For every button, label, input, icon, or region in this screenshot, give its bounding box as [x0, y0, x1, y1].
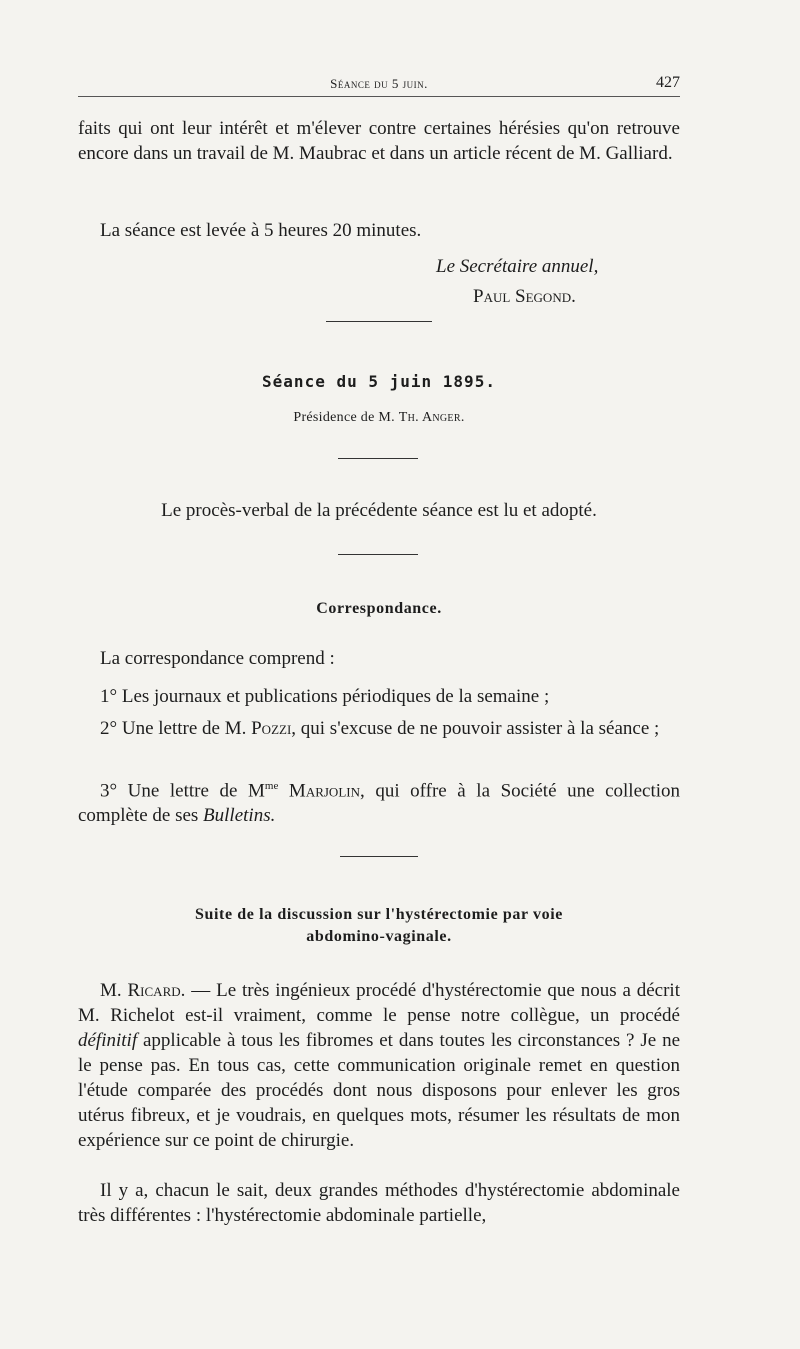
correspondence-item-2 — [78, 716, 680, 741]
discussion-paragraph-2: Il y a, chacun le sait, deux grandes méthodes d'hystérectomie abdominale très différentes : l'hystérectomie abdominale partielle, — [78, 1180, 680, 1226]
paragraph-1-b: applicable à tous les fibromes et dans toutes les circonstances ? Je ne le pense pas. En tous cas, cette communication originale remet en question l'étude comparée des procédés dont nous disposons pour enlever les gros utérus fibreux, et je voudrais, en quelques mots, résumer les résultats de mon expérience sur ce point de chirurgie. — [78, 1030, 680, 1151]
discussion-heading-line-2: abdomino-vaginale. — [306, 928, 452, 945]
divider — [326, 321, 432, 322]
item-2-suffix: qui s'excuse de ne pouvoir assister à la séance ; — [300, 718, 660, 739]
intro-paragraph: faits qui ont leur intérêt et m'élever contre certaines hérésies qu'on retrouve encore dans un travail de M. Maubrac et dans un article récent de M. Galliard. — [78, 118, 680, 164]
page-number: 427 — [656, 74, 680, 91]
item-3-prefix: 3° Une lettre de M — [100, 780, 265, 802]
item-3-superscript: me — [264, 780, 279, 792]
running-head — [78, 74, 680, 97]
divider — [338, 554, 418, 555]
presidency-prefix: Présidence de M. — [293, 410, 395, 425]
minutes-line: Le procès-verbal de la précédente séance est lu et adopté. — [161, 500, 597, 521]
discussion-heading — [78, 904, 680, 948]
session-title: Séance du 5 juin 1895. — [262, 372, 496, 391]
discussion-paragraph-1 — [78, 978, 680, 1153]
speaker: M. Ricard. — [100, 980, 186, 1001]
correspondence-item-3 — [78, 774, 680, 828]
item-3-suffix: qui offre à la Société une collection complète de ses — [78, 780, 681, 827]
item-2-name: Pozzi, — [251, 718, 297, 739]
signature-name: Paul Segond. — [473, 286, 576, 307]
correspondence-intro: La correspondance comprend : — [100, 648, 335, 669]
correspondence-item-1: 1° Les journaux et publications périodiques de la semaine ; — [100, 686, 550, 707]
presidency-line — [78, 410, 680, 426]
correspondence-heading: Correspondance. — [316, 600, 442, 617]
presidency-name: Th. Anger. — [398, 410, 465, 425]
item-2-prefix: 2° Une lettre de M. — [100, 718, 247, 739]
divider — [338, 458, 418, 459]
closing-line: La séance est levée à 5 heures 20 minutes. — [100, 220, 422, 241]
item-3-italic: Bulletins. — [203, 805, 276, 827]
paragraph-1-italic: définitif — [78, 1030, 138, 1051]
discussion-heading-line-1: Suite de la discussion sur l'hystérectomie par voie — [195, 906, 563, 923]
paragraph-1-a: — Le très ingénieux procédé d'hystérectomie que nous a décrit M. Richelot est-il vraiment, comme le pense notre collègue, un procédé — [78, 980, 680, 1026]
divider — [340, 856, 418, 857]
item-3-name: Marjolin, — [288, 780, 365, 802]
signature-role: Le Secrétaire annuel, — [436, 256, 599, 277]
running-head-title: Séance du 5 juin. — [330, 76, 428, 91]
